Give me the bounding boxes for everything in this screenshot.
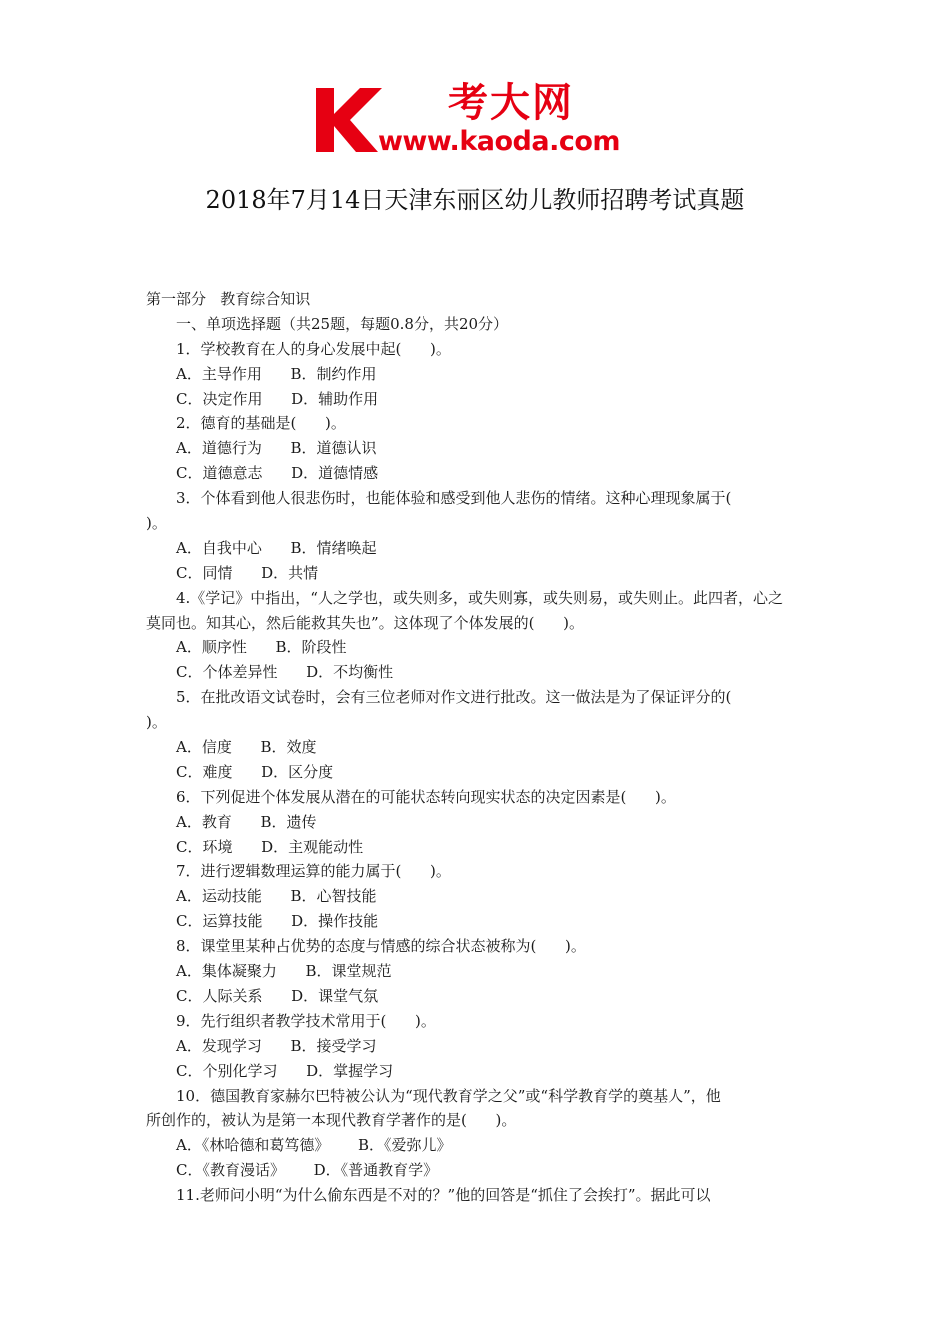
question-line: C．决定作用 D．辅助作用 [176, 389, 379, 408]
question-line: C．个别化学习 D．掌握学习 [176, 1061, 394, 1080]
question-line: 11.老师问小明“为什么偷东西是不对的？”他的回答是“抓住了会挨打”。据此可以 [176, 1186, 711, 1205]
question-line: C．同情 D．共情 [176, 563, 319, 582]
question-line: A．发现学习 B．接受学习 [176, 1036, 377, 1055]
question-line: A．运动技能 B．心智技能 [176, 887, 377, 906]
question-line: A．教育 B．遗传 [176, 812, 317, 831]
document-body [146, 287, 808, 1208]
question-line: 9．先行组织者教学技术常用于( )。 [176, 1011, 436, 1030]
question-line: A．顺序性 B．阶段性 [176, 638, 347, 657]
question-line: C．《教育漫话》 D．《普通教育学》 [176, 1161, 439, 1180]
question-line: C．个体差异性 D．不均衡性 [176, 663, 394, 682]
question-line: 莫同也。知其心，然后能救其失也”。这体现了个体发展的( )。 [146, 613, 584, 632]
section-heading: 第一部分 教育综合知识 [146, 290, 311, 308]
question-line: A．自我中心 B．情绪唤起 [176, 538, 377, 557]
question-line: 5．在批改语文试卷时，会有三位老师对作文进行批改。这一做法是为了保证评分的( [176, 688, 732, 707]
kaoda-logo [312, 80, 642, 162]
question-line: 7．进行逻辑数理运算的能力属于( )。 [176, 862, 451, 881]
question-line: C．运算技能 D．操作技能 [176, 912, 379, 931]
subsection-heading: 一、单项选择题（共25题，每题0.8分，共20分） [176, 314, 509, 333]
question-line: 6．下列促进个体发展从潜在的可能状态转向现实状态的决定因素是( )。 [176, 787, 676, 806]
question-line: C．环境 D．主观能动性 [176, 837, 364, 856]
question-line: A．集体凝聚力 B．课堂规范 [176, 962, 392, 981]
question-line: )。 [146, 713, 167, 732]
question-line: 4.《学记》中指出，“人之学也，或失则多，或失则寡，或失则易，或失则止。此四者，心之 [176, 588, 783, 607]
question-line: 1．学校教育在人的身心发展中起( )。 [176, 339, 451, 358]
question-line: 10．德国教育家赫尔巴特被公认为“现代教育学之父”或“科学教育学的奠基人”，他 [176, 1086, 721, 1105]
question-line: )。 [146, 514, 167, 533]
question-line: C．人际关系 D．课堂气氛 [176, 986, 379, 1005]
question-line: A．道德行为 B．道德认识 [176, 439, 377, 458]
question-line: C．道德意志 D．道德情感 [176, 464, 379, 483]
question-line: 所创作的，被认为是第一本现代教育学著作的是( )。 [146, 1111, 517, 1130]
question-line: A．《林哈德和葛笃德》 B．《爱弥儿》 [176, 1136, 452, 1155]
question-line: A．主导作用 B．制约作用 [176, 364, 377, 383]
question-line: 8．课堂里某种占优势的态度与情感的综合状态被称为( )。 [176, 937, 586, 956]
question-line: 3．个体看到他人很悲伤时，也能体验和感受到他人悲伤的情绪。这种心理现象属于( [176, 489, 732, 508]
logo-url: www.kaoda.com [377, 126, 621, 157]
question-line: A．信度 B．效度 [176, 738, 317, 757]
question-line: 2．德育的基础是( )。 [176, 414, 346, 433]
logo-site-name: 考大网 [448, 80, 574, 126]
question-line: C．难度 D．区分度 [176, 762, 334, 781]
document-title: 2018年7月14日天津东丽区幼儿教师招聘考试真题 [205, 186, 745, 214]
